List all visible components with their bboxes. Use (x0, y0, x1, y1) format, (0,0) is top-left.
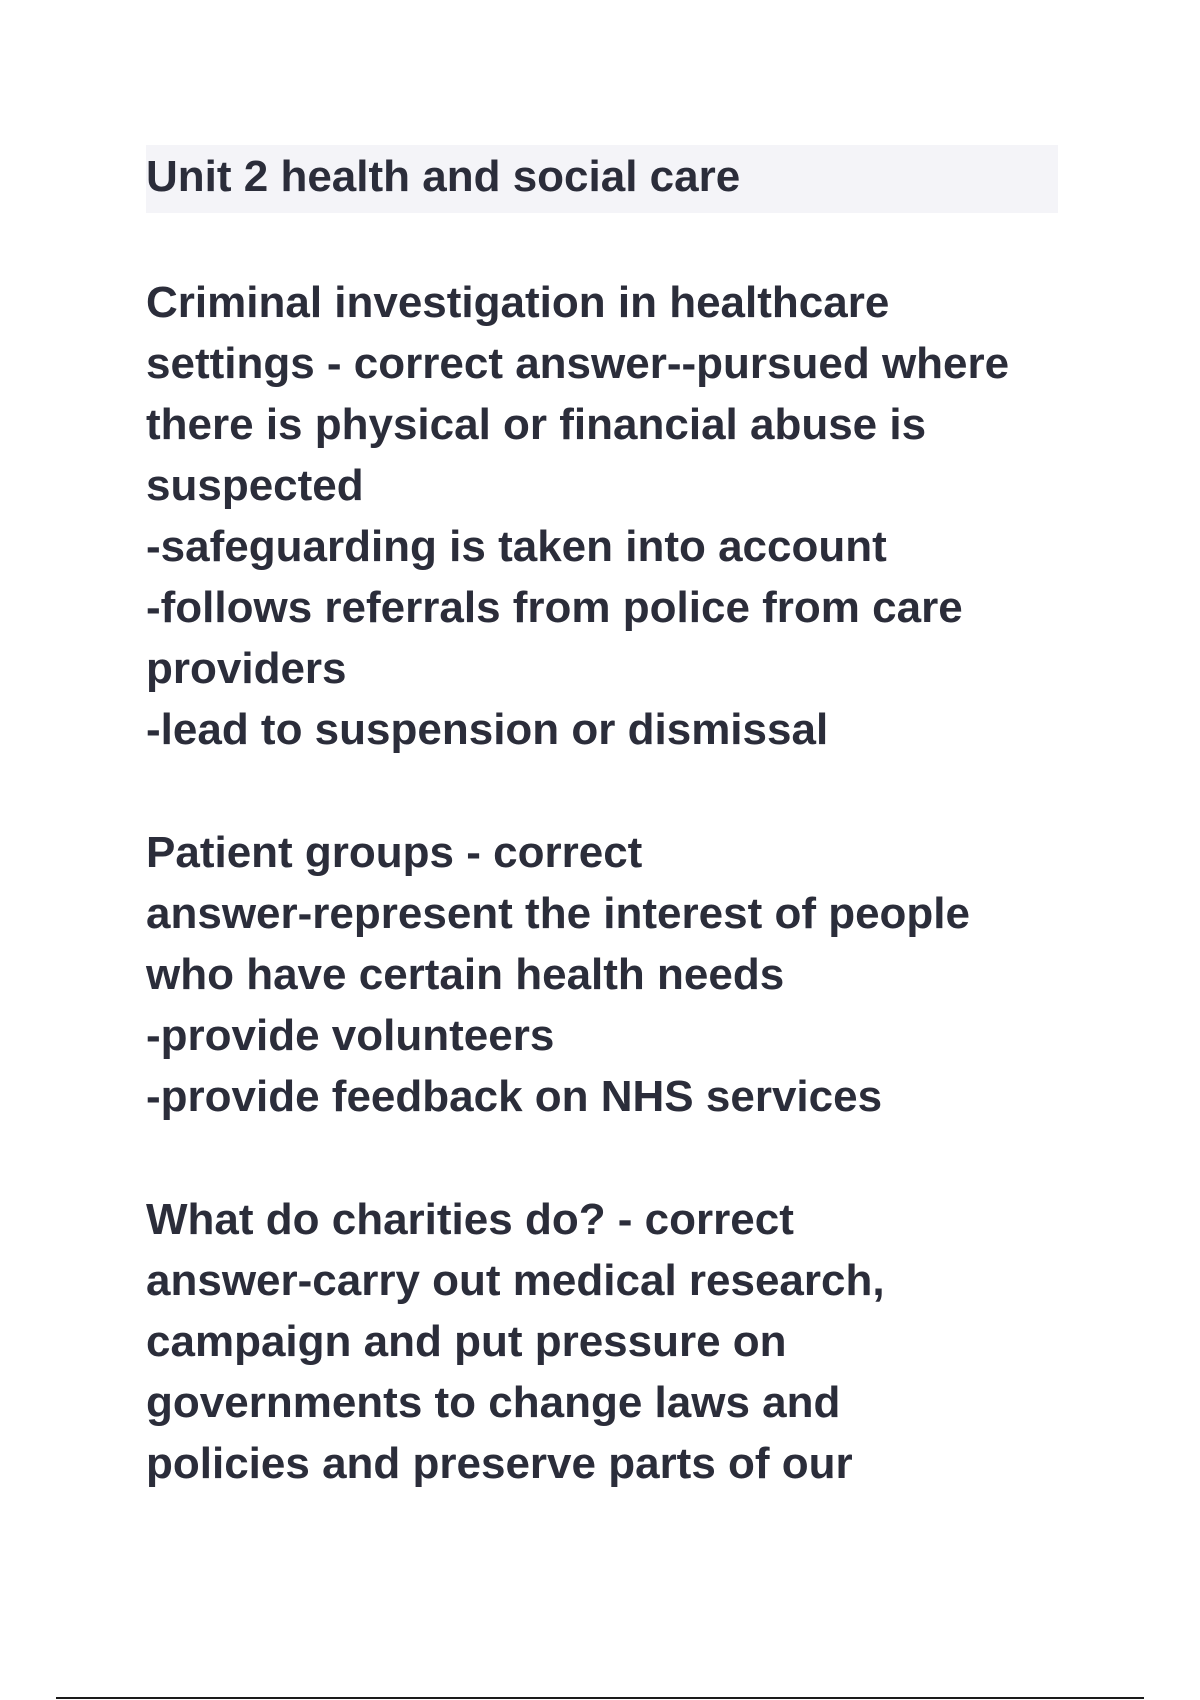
text-line: there is physical or financial abuse is (146, 400, 927, 449)
document-body (146, 272, 1076, 1556)
qa-entry-patient-groups (146, 822, 1076, 1127)
qa-entry-criminal-investigation (146, 272, 1076, 760)
document-title: Unit 2 health and social care (146, 152, 741, 201)
text-line: Patient groups - correct (146, 828, 643, 877)
page-bottom-rule (56, 1697, 1144, 1699)
text-line: suspected (146, 461, 364, 510)
text-line: -provide feedback on NHS services (146, 1072, 883, 1121)
text-line: answer-represent the interest of people (146, 889, 970, 938)
text-line: campaign and put pressure on (146, 1317, 787, 1366)
text-line: governments to change laws and (146, 1378, 841, 1427)
text-line: -lead to suspension or dismissal (146, 705, 829, 754)
qa-entry-charities (146, 1189, 1076, 1494)
text-line: who have certain health needs (146, 950, 785, 999)
text-line: Criminal investigation in healthcare (146, 278, 890, 327)
text-line: What do charities do? - correct (146, 1195, 794, 1244)
text-line: providers (146, 644, 347, 693)
text-line: policies and preserve parts of our (146, 1439, 853, 1488)
text-line: -safeguarding is taken into account (146, 522, 887, 571)
text-line: answer-carry out medical research, (146, 1256, 885, 1305)
text-line: -provide volunteers (146, 1011, 555, 1060)
text-line: settings - correct answer--pursued where (146, 339, 1010, 388)
text-line: -follows referrals from police from care (146, 583, 963, 632)
